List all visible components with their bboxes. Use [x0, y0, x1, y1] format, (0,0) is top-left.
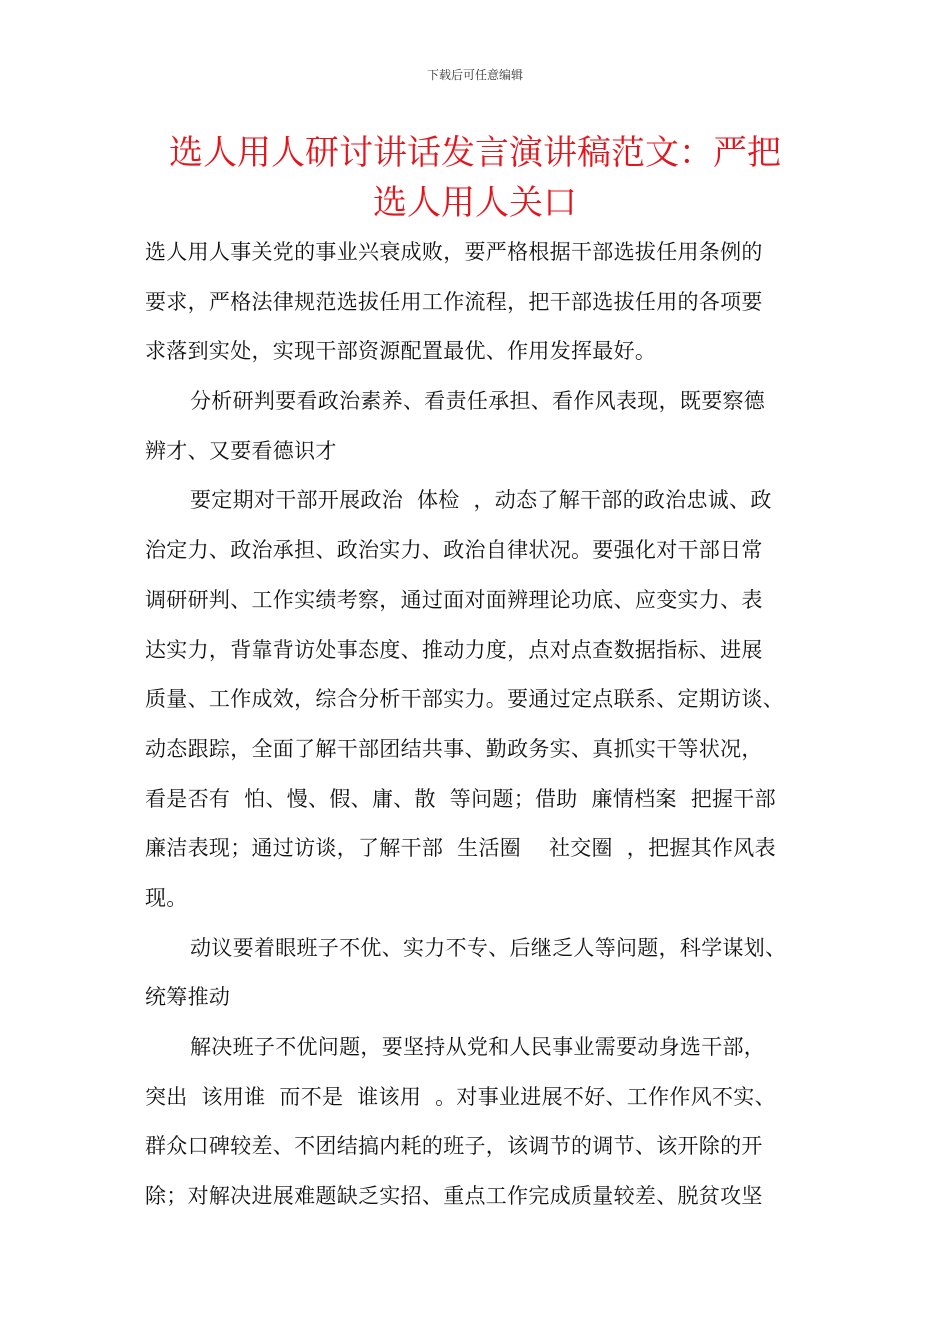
title-line: 选人用人研讨讲话发言演讲稿范文：严把: [169, 133, 781, 173]
body-line: 现。: [145, 885, 188, 910]
body-line: 分析研判要看政治素养、看责任承担、看作风表现，既要察德: [190, 389, 766, 414]
title-line: 选人用人关口: [373, 183, 577, 223]
body-line: 治定力、政治承担、政治实力、政治自律状况。要强化对干部日常: [145, 538, 763, 563]
body-line: 廉洁表现；通过访谈，了解干部 生活圈 社交圈 ，把握其作风表: [145, 836, 776, 861]
body-line: 动议要着眼班子不优、实力不专、后继乏人等问题，科学谋划、: [190, 935, 787, 960]
body-line: 达实力，背靠背访处事态度、推动力度，点对点查数据指标、进展: [145, 637, 763, 662]
body-line: 群众口碑较差、不团结搞内耗的班子，该调节的调节、该开除的开: [145, 1134, 763, 1159]
body-line: 选人用人事关党的事业兴衰成败，要严格根据干部选拔任用条例的: [145, 240, 763, 264]
body-line: 质量、工作成效，综合分析干部实力。要通过定点联系、定期访谈、: [145, 687, 784, 712]
body-line: 突出 该用谁 而不是 谁该用 。对事业进展不好、工作作风不实、: [145, 1084, 776, 1109]
body-line: 看是否有 怕、慢、假、庸、散 等问题；借助 廉情档案 把握干部: [145, 786, 776, 811]
document-title: [140, 128, 810, 228]
body-line: 求落到实处，实现干部资源配置最优、作用发挥最好。: [145, 339, 657, 364]
body-line: 辨才、又要看德识才: [145, 438, 337, 463]
document-body: [145, 228, 825, 1222]
body-line: 解决班子不优问题，要坚持从党和人民事业需要动身选干部，: [190, 1035, 766, 1059]
body-line: 要求，严格法律规范选拔任用工作流程，把干部选拔任用的各项要: [145, 289, 763, 314]
body-line: 调研研判、工作实绩考察，通过面对面辨理论功底、应变实力、表: [145, 587, 763, 612]
body-line: 统筹推动: [145, 985, 231, 1010]
body-line: 要定期对干部开展政治 体检 ，动态了解干部的政治忠诚、政: [190, 488, 772, 513]
body-line: 动态跟踪，全面了解干部团结共事、勤政务实、真抓实干等状况，: [145, 736, 763, 761]
header-note: 下载后可任意编辑: [426, 68, 523, 82]
body-line: 除；对解决进展难题缺乏实招、重点工作完成质量较差、脱贫攻坚: [145, 1184, 763, 1209]
